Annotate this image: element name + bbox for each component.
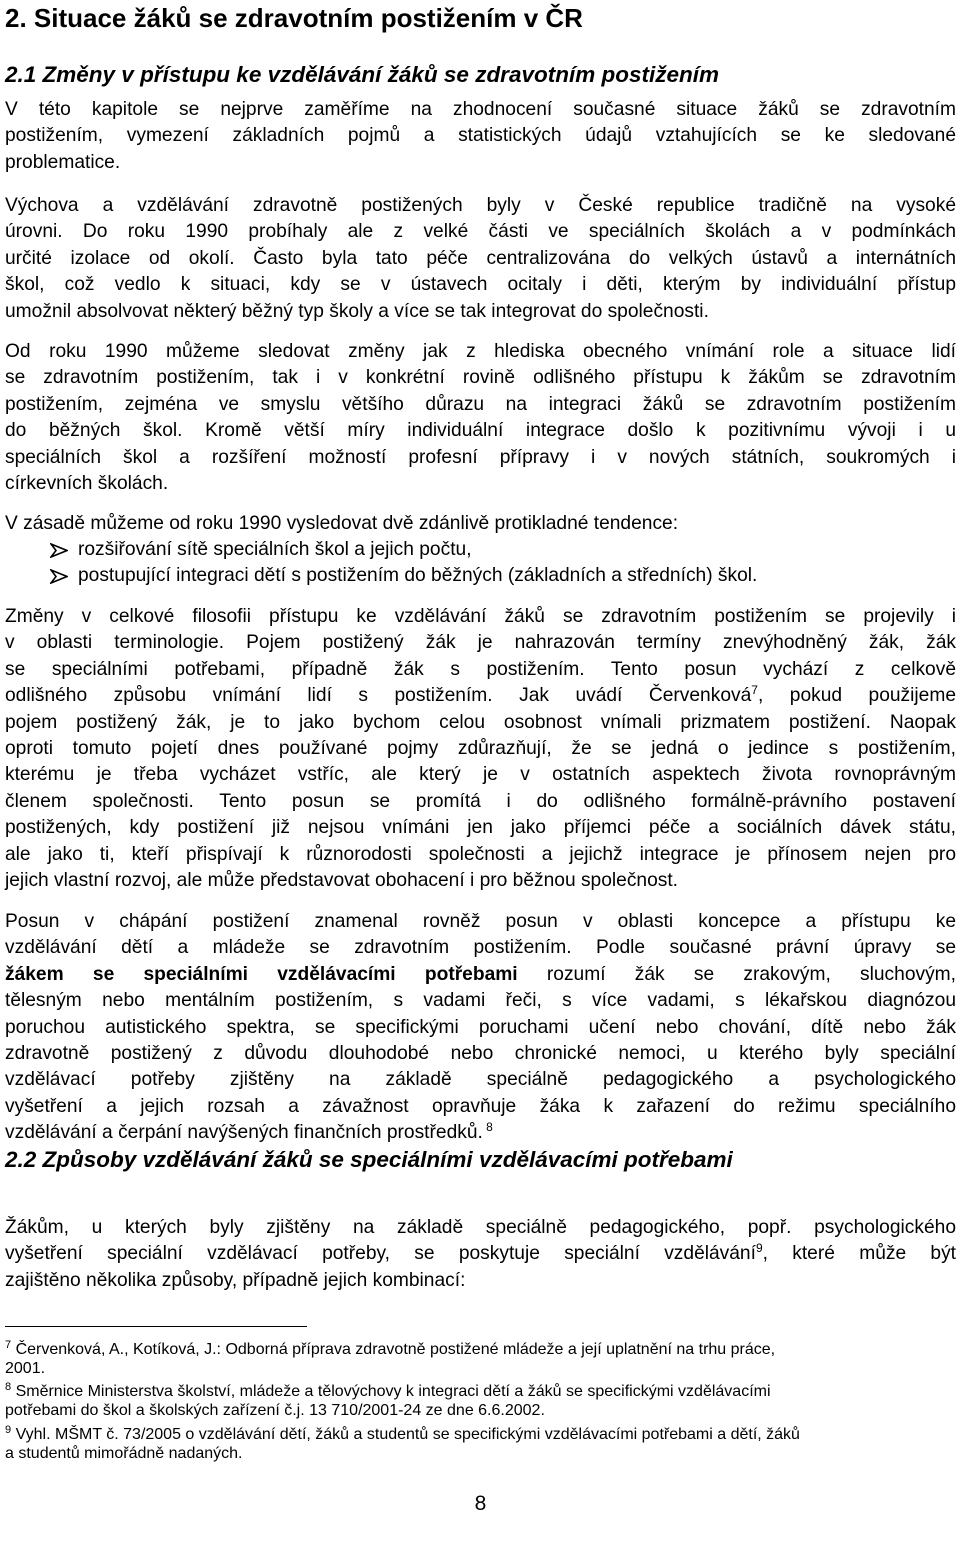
paragraph-7: [5, 1215, 956, 1294]
footnote-line: [5, 1425, 956, 1444]
paragraph-6: [5, 909, 956, 1147]
footnote-separator: [5, 1326, 307, 1327]
paragraph-line: V této kapitole se nejprve zaměříme na zhodnocení současné situace žáků se zdravotním: [5, 99, 956, 120]
arrow-bullet-icon: [50, 543, 68, 558]
paragraph-line: problematice.: [5, 151, 121, 173]
paragraph-line: Posun v chápání postižení znamenal rovněž posun v oblasti koncepce a přístupu ke: [5, 911, 956, 932]
footnote-ref-9: 9: [755, 1241, 763, 1256]
bullet-list: [5, 537, 956, 590]
line-text: odlišného způsobu vnímání lidí s postižením. Jak uvádí Červenková: [5, 685, 752, 707]
paragraph-line: [5, 962, 956, 988]
paragraph-line: oproti tomuto pojetí dnes používané pojmy zdůrazňují, že se jedná o jedince s postižením,: [5, 737, 956, 759]
paragraph-line: Výchova a vzdělávání zdravotně postižených byly v České republice tradičně na vysoké: [5, 195, 956, 216]
section-heading-2-2: 2.2 Způsoby vzdělávání žáků se speciálními vzdělávacími potřebami: [5, 1147, 733, 1172]
page-number: 8: [474, 1492, 487, 1515]
paragraph-line: členem společnosti. Tento posun se promítá i do odlišného formálně-právního postavení: [5, 790, 956, 812]
list-item: [5, 563, 956, 589]
paragraph-line: postižením, vymezení základních pojmů a statistických údajů vztahujících se ke sledované: [5, 125, 956, 147]
paragraph-line: speciálních škol a rozšíření možností profesní přípravy i v nových státních, soukromých i: [5, 446, 956, 468]
footnote-line: 2001.: [5, 1360, 46, 1377]
paragraph-3: [5, 339, 956, 497]
line-text: rozumí žák se zrakovým, sluchovým,: [517, 963, 956, 985]
footnote-line: potřebami do škol a školských zařízení č.j. 13 710/2001-24 ze dne 6.6.2002.: [5, 1402, 545, 1419]
paragraph-line: [5, 1241, 956, 1267]
line-text: , které může být: [762, 1243, 956, 1265]
footnote-text: Vyhl. MŠMT č. 73/2005 o vzdělávání dětí, žáků a studentů se specifickými vzdělávacími potřebami a dětí, žáků: [11, 1426, 800, 1443]
footnote-7: [5, 1340, 956, 1378]
paragraph-1: [5, 97, 956, 176]
footnote-ref-8: 8: [482, 1120, 493, 1135]
footnote-line: [5, 1340, 956, 1359]
chapter-heading: 2. Situace žáků se zdravotním postižením v ČR: [5, 3, 583, 33]
paragraph-line: zdravotně postižený z důvodu dlouhodobé nebo chronické nemoci, u kterého byly speciální: [5, 1042, 956, 1064]
paragraph-line: jejich vlastní rozvoj, ale může představovat obohacení i pro běžnou společnost.: [5, 869, 679, 891]
paragraph-line: vzdělávací potřeby zjištěny na základě speciálně pedagogického a psychologického: [5, 1069, 956, 1091]
paragraph-line: poruchou autistického spektra, se specifickými poruchami učení nebo chování, dítě nebo žák: [5, 1016, 956, 1038]
paragraph-line: Změny v celkové filosofii přístupu ke vzdělávání žáků se zdravotním postižením se projevily i: [5, 606, 956, 627]
footnote-line: a studentů mimořádně nadaných.: [5, 1445, 243, 1462]
line-text: , pokud použijeme: [757, 685, 956, 707]
paragraph-line: tělesným nebo mentálním postižením, s vadami řeči, s více vadami, s lékařskou diagnózou: [5, 990, 956, 1012]
paragraph-line: postižením, zejména ve smyslu většího důrazu na integraci žáků se zdravotním postižením: [5, 393, 956, 415]
paragraph-line: v oblasti terminologie. Pojem postižený žák je nahrazován termíny znevýhodněný žák, žák: [5, 632, 956, 654]
bold-term: žákem se speciálními vzdělávacími potřebami: [5, 963, 518, 985]
list-item: [5, 537, 956, 563]
paragraph-line: církevních školách.: [5, 472, 169, 494]
footnote-ref-7: 7: [751, 683, 758, 698]
paragraph-line: se zdravotním postižením, tak i v konkrétní rovině odlišného přístupu k žákům se zdravotním: [5, 367, 956, 389]
list-item-text: rozšiřování sítě speciálních škol a jejich počtu,: [78, 539, 472, 560]
footnote-9: [5, 1425, 956, 1463]
footnote-line: [5, 1382, 956, 1401]
paragraph-line: vyšetření a jejich rozsah a závažnost opravňuje žáka k zařazení do režimu speciálního: [5, 1095, 956, 1117]
arrow-bullet-icon: [50, 569, 68, 584]
paragraph-line: umožnil absolvovat některý běžný typ školy a více se tak integrovat do společnosti.: [5, 300, 709, 322]
paragraph-line: se speciálními potřebami, případně žák s postižením. Tento posun vychází z celkově: [5, 658, 956, 680]
paragraph-line: Od roku 1990 můžeme sledovat změny jak z hlediska obecného vnímání role a situace lidí: [5, 341, 956, 362]
paragraph-5: [5, 604, 956, 894]
list-item-text: postupující integraci dětí s postižením do běžných (základních a středních) škol.: [78, 565, 758, 587]
section-heading-2-1: 2.1 Změny v přístupu ke vzdělávání žáků se zdravotním postižením: [5, 62, 719, 87]
footnote-text: Směrnice Ministerstva školství, mládeže a tělovýchovy k integraci dětí a žáků se specifickými vzdělávacími: [11, 1383, 771, 1400]
footnote-number: 7: [5, 1339, 12, 1351]
footnote-number: 8: [5, 1381, 12, 1393]
paragraph-2: [5, 193, 956, 325]
paragraph-line: určité izolace od okolí. Často byla tato péče centralizována do velkých ústavů a internátních: [5, 247, 956, 269]
paragraph-line: do běžných škol. Kromě větší míry individuální integrace došlo k pozitivnímu vývoji i u: [5, 420, 956, 442]
paragraph-line: pojem postižený žák, je to jako bychom celou osobnost vnímali prizmatem postižení. Naopak: [5, 711, 956, 733]
paragraph-line: škol, což vedlo k situaci, kdy se v ústavech ocitaly i děti, kterým by individuální přístup: [5, 274, 956, 296]
footnote-8: [5, 1382, 956, 1420]
paragraph-line: [5, 683, 956, 709]
paragraph-line: postižených, kdy postižení již nejsou vnímáni jen jako příjemci péče a sociálních dávek státu,: [5, 817, 956, 839]
paragraph-line: úrovni. Do roku 1990 probíhaly ale z velké části ve speciálních školách a v podmínkách: [5, 221, 956, 243]
paragraph-line: ale jako ti, kteří přispívají k různorodosti společnosti a jejichž integrace je přínosem nejen pro: [5, 843, 956, 865]
paragraph-line: Žákům, u kterých byly zjištěny na základě speciálně pedagogického, popř. psychologického: [5, 1217, 956, 1238]
paragraph-line: kterému je třeba vycházet vstříc, ale který je v ostatních aspektech života rovnoprávným: [5, 764, 956, 786]
line-text: vyšetření speciální vzdělávací potřeby, se poskytuje speciální vzdělávání: [5, 1243, 756, 1265]
footnote-number: 9: [5, 1424, 12, 1436]
footnote-text: Červenková, A., Kotíková, J.: Odborná příprava zdravotně postižené mládeže a její uplatnění na trhu práce,: [11, 1341, 776, 1358]
paragraph-line: V zásadě můžeme od roku 1990 vysledovat dvě zdánlivě protikladné tendence:: [5, 513, 679, 534]
paragraph-line: [5, 1120, 956, 1146]
line-text: vzdělávání a čerpání navýšených finančních prostředků.: [5, 1122, 483, 1144]
paragraph-4: [5, 511, 956, 537]
paragraph-line: zajištěno několika způsoby, případně jejich kombinací:: [5, 1269, 466, 1291]
paragraph-line: vzdělávání dětí a mládeže se zdravotním postižením. Podle současné právní úpravy se: [5, 937, 956, 959]
